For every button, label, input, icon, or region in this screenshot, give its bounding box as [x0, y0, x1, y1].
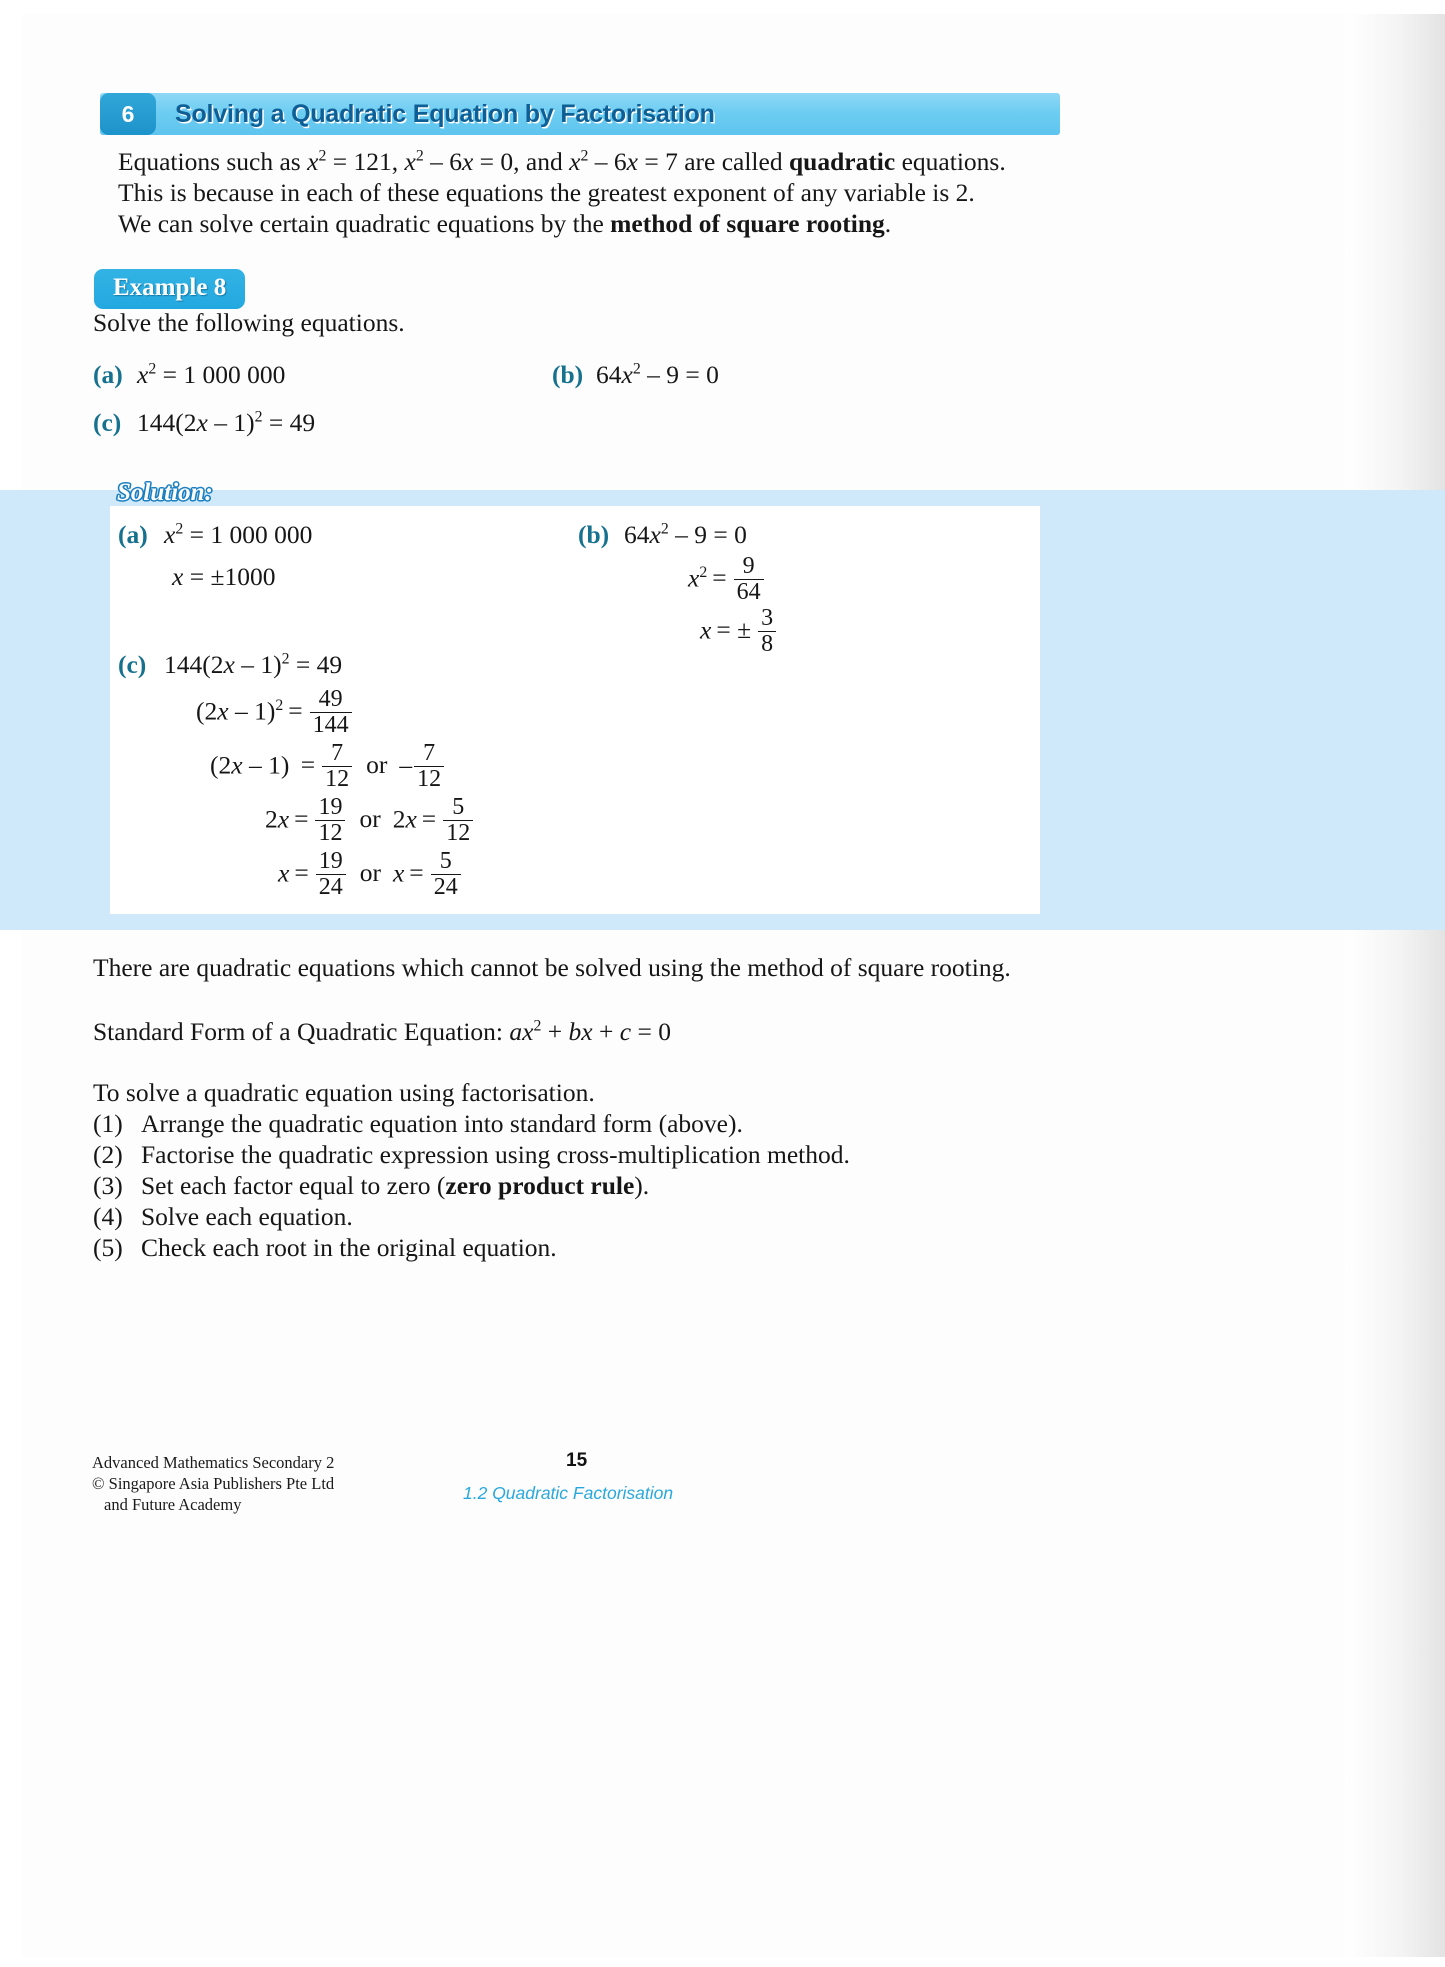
equals-sign: = — [712, 563, 727, 593]
solution-a-line2 — [172, 562, 275, 592]
fraction-denominator: 12 — [414, 766, 444, 792]
fraction-denominator: 12 — [315, 820, 345, 846]
fraction-denominator: 24 — [316, 874, 346, 900]
solution-c-text: (2 — [196, 696, 218, 726]
fraction-denominator: 8 — [758, 631, 776, 657]
math-var: x — [688, 563, 700, 593]
math-exponent: 2 — [699, 563, 708, 581]
fraction — [431, 849, 461, 900]
solution-c-line2 — [196, 688, 354, 739]
step-text: Solve each equation. — [141, 1202, 353, 1231]
math-exponent: 2 — [281, 650, 290, 668]
after-paragraph-1: There are quadratic equations which cannot be solved using the method of square rooting. — [93, 953, 1011, 982]
step-number: (5) — [93, 1233, 123, 1262]
intro-text: = 7 are called — [637, 147, 789, 176]
footer-topic: 1.2 Quadratic Factorisation — [463, 1483, 674, 1503]
question-a — [93, 360, 285, 390]
math-var: x — [392, 858, 405, 888]
fraction — [316, 849, 346, 900]
fraction — [758, 606, 776, 657]
solution-b-text2: – 9 = 0 — [668, 520, 747, 549]
fraction-numerator: 3 — [761, 605, 774, 631]
section-number-badge — [100, 93, 156, 135]
step-number: (3) — [93, 1171, 123, 1200]
equals-sign: = — [300, 750, 316, 780]
example-badge-label: Example 8 — [113, 274, 227, 301]
math-exponent: 2 — [275, 696, 284, 714]
math-var: x — [196, 408, 208, 437]
list-item — [93, 1232, 850, 1263]
equals-sign: = — [288, 696, 303, 726]
fraction-numerator: 7 — [331, 740, 344, 766]
solution-a-line1 — [118, 520, 312, 550]
equals-sign: = — [409, 858, 424, 888]
intro-paragraph — [118, 146, 1028, 239]
step-keyword: zero product rule — [445, 1171, 635, 1200]
fraction-denominator: 24 — [431, 874, 461, 900]
plus-sign: + — [541, 1017, 569, 1046]
fraction — [443, 795, 473, 846]
equals-sign: = ± — [716, 615, 752, 645]
math-exponent: 2 — [415, 147, 424, 165]
fraction-numerator: 5 — [439, 848, 452, 874]
intro-text: – 6 — [588, 147, 627, 176]
math-var: x — [621, 360, 633, 389]
solution-c-text2: – 1) — [228, 696, 276, 726]
math-var: x — [231, 750, 243, 780]
math-var: x — [626, 147, 638, 176]
section-header-banner — [100, 93, 1060, 135]
math-exponent: 2 — [318, 147, 327, 165]
intro-line-2: This is because in each of these equations the greatest exponent of any variable is 2. — [118, 178, 975, 207]
math-exponent: 2 — [175, 520, 184, 538]
after-paragraph-3: To solve a quadratic equation using factorisation. — [93, 1078, 595, 1107]
math-equals-zero: = 0 — [631, 1017, 671, 1046]
step-number: (1) — [93, 1109, 123, 1138]
or-connector: or — [366, 750, 388, 780]
intro-text: We can solve certain quadratic equations by the — [118, 209, 611, 238]
fraction — [322, 741, 352, 792]
fraction — [310, 687, 352, 738]
section-title: Solving a Quadratic Equation by Factorisation — [175, 99, 715, 128]
intro-text: = 0, and — [473, 147, 570, 176]
minus-sign: – — [399, 750, 413, 780]
intro-keyword: method of square rooting — [610, 209, 885, 238]
math-var: x — [278, 858, 290, 888]
math-var: x — [223, 650, 235, 679]
page-margin-left — [0, 0, 22, 1967]
footer-line-2: © Singapore Asia Publishers Pte Ltd — [92, 1474, 335, 1493]
math-var: x — [137, 360, 149, 389]
equals-sign: = — [294, 804, 309, 834]
math-exponent: 2 — [148, 360, 157, 378]
question-text-b2: – 9 = 0 — [640, 360, 719, 389]
step-text: Arrange the quadratic equation into standard form (above). — [141, 1109, 743, 1138]
step-number: (2) — [93, 1140, 123, 1169]
footer-attribution — [92, 1452, 334, 1515]
solution-b-text: 64 — [624, 520, 650, 549]
solution-b-line2 — [688, 555, 766, 606]
steps-list — [93, 1108, 850, 1263]
step-text: Set each factor equal to zero ( — [141, 1171, 446, 1200]
question-b — [552, 360, 719, 390]
math-var: x — [277, 804, 290, 834]
math-exponent: 2 — [580, 147, 589, 165]
question-c — [93, 408, 315, 438]
question-label-c: (c) — [93, 408, 122, 437]
step-text-end: ). — [634, 1171, 650, 1200]
fraction-numerator: 19 — [318, 848, 343, 874]
math-var: x — [405, 804, 417, 834]
solution-c-text2: 2 — [392, 804, 406, 834]
solution-c-line4 — [265, 796, 475, 847]
question-text-c: 144(2 — [137, 408, 197, 437]
math-exponent: 2 — [632, 360, 641, 378]
math-var: x — [164, 520, 176, 549]
plus-sign: + — [592, 1017, 620, 1046]
question-text-c3: = 49 — [262, 408, 316, 437]
question-label-b: (b) — [552, 360, 584, 389]
math-term-b: bx — [568, 1017, 593, 1046]
math-var: x — [307, 147, 319, 176]
math-var: x — [649, 520, 661, 549]
math-var: x — [404, 147, 416, 176]
math-term-c: c — [619, 1017, 632, 1046]
step-text: Check each root in the original equation. — [141, 1233, 557, 1262]
list-item — [93, 1108, 850, 1139]
intro-text: – 6 — [423, 147, 462, 176]
solution-c-text3: = 49 — [289, 650, 343, 679]
question-text-c2: – 1) — [207, 408, 255, 437]
intro-text: = 121, — [326, 147, 405, 176]
math-exponent: 2 — [660, 520, 669, 538]
intro-text: equations. — [895, 147, 1006, 176]
intro-text: Equations such as — [118, 147, 308, 176]
solution-c-line3 — [210, 742, 446, 793]
solution-c-text: (2 — [210, 750, 232, 780]
list-item — [93, 1201, 850, 1232]
fraction-denominator: 144 — [310, 712, 352, 738]
step-number: (4) — [93, 1202, 123, 1231]
intro-text: . — [884, 209, 892, 238]
list-item — [93, 1139, 850, 1170]
equals-sign: = — [294, 858, 309, 888]
solution-c-line1 — [118, 650, 342, 680]
fraction — [414, 741, 444, 792]
math-var: x — [172, 562, 184, 591]
fraction — [315, 795, 345, 846]
page-margin-right — [1345, 0, 1445, 1967]
math-var: x — [569, 147, 581, 176]
solution-label-b: (b) — [578, 520, 610, 549]
footer-line-3: and Future Academy — [104, 1495, 242, 1514]
fraction-denominator: 64 — [734, 579, 764, 605]
fraction-denominator: 12 — [322, 766, 352, 792]
solution-heading: Solution: — [117, 479, 213, 506]
fraction-numerator: 7 — [423, 740, 436, 766]
solution-b-line3 — [700, 607, 778, 658]
solution-c-text: 144(2 — [164, 650, 224, 679]
standard-form-line — [93, 1017, 671, 1047]
question-label-a: (a) — [93, 360, 123, 389]
fraction-numerator: 9 — [742, 553, 755, 579]
math-var: x — [217, 696, 229, 726]
fraction-denominator: 12 — [443, 820, 473, 846]
or-connector: or — [359, 858, 381, 888]
intro-line-1 — [118, 146, 1028, 177]
math-exponent: 2 — [533, 1017, 542, 1035]
intro-keyword: quadratic — [788, 147, 896, 176]
page-margin-bottom — [0, 1957, 1445, 1967]
example-badge — [94, 269, 245, 309]
math-var: x — [461, 147, 474, 176]
solution-c-text2: – 1) — [234, 650, 282, 679]
solution-b-line1 — [578, 520, 747, 550]
math-var: x — [700, 615, 712, 645]
solution-label-c: (c) — [118, 650, 147, 679]
question-text-b: 64 — [596, 360, 622, 389]
fraction-numerator: 49 — [318, 686, 343, 712]
solution-a-text: = 1 000 000 — [183, 520, 313, 549]
math-exponent: 2 — [254, 408, 263, 426]
fraction — [734, 554, 764, 605]
page-margin-top — [0, 0, 1445, 14]
fraction-numerator: 5 — [452, 794, 465, 820]
page-number: 15 — [566, 1450, 588, 1471]
math-term-a: ax — [509, 1017, 534, 1046]
solution-c-text2: – 1) — [242, 750, 296, 780]
solution-c-line5 — [278, 850, 463, 901]
equals-sign: = — [421, 804, 437, 834]
step-text: Factorise the quadratic expression using cross-multiplication method. — [141, 1140, 850, 1169]
intro-line-3 — [118, 208, 1028, 239]
standard-form-label: Standard Form of a Quadratic Equation: — [93, 1017, 510, 1046]
section-number: 6 — [121, 100, 135, 127]
solution-label-a: (a) — [118, 520, 148, 549]
solution-c-text: 2 — [265, 804, 278, 834]
fraction-numerator: 19 — [318, 794, 343, 820]
footer-line-1: Advanced Mathematics Secondary 2 — [92, 1453, 335, 1472]
solution-a-result: = ±1000 — [183, 562, 276, 591]
list-item — [93, 1170, 850, 1201]
example-instruction: Solve the following equations. — [93, 308, 405, 337]
question-text-a: = 1 000 000 — [156, 360, 286, 389]
or-connector: or — [359, 804, 381, 834]
